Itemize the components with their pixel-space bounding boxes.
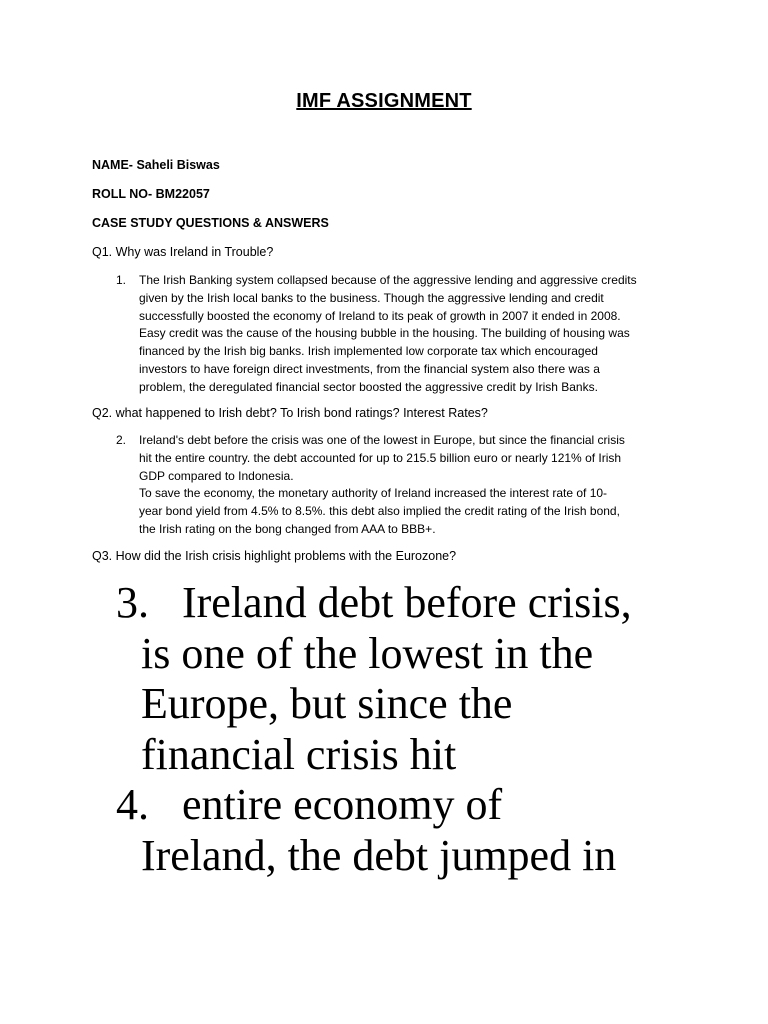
- answer-line: Easy credit was the cause of the housing bubble in the housing. The building of housing was: [139, 326, 630, 341]
- answer-2-text: [139, 432, 676, 539]
- answer-line: financed by the Irish big banks. Irish implemented low corporate tax which encouraged: [139, 344, 598, 359]
- answer-1: [116, 272, 676, 397]
- answer-line: successfully boosted the economy of Ireland to its peak of growth in 2007 it ended in 2008.: [139, 308, 621, 323]
- large-answer-3-number: 3.: [116, 578, 149, 627]
- large-answer-line: entire economy of: [182, 780, 503, 829]
- large-answer-4-number: 4.: [116, 780, 149, 829]
- large-answer-line: Ireland debt before crisis,: [182, 578, 632, 627]
- large-answer-4: [116, 780, 676, 881]
- answer-line: problem, the deregulated financial sector boosted the aggressive credit by Irish Banks.: [139, 379, 598, 394]
- large-answer-line: is one of the lowest in the: [141, 628, 594, 678]
- roll-number: ROLL NO- BM22057: [92, 187, 210, 201]
- answer-line: given by the Irish local banks to the business. Though the aggressive lending and credit: [139, 290, 604, 305]
- answer-line: the Irish rating on the bong changed from AAA to BBB+.: [139, 521, 436, 536]
- answer-line: hit the entire country. the debt accounted for up to 215.5 billion euro or nearly 121% of Irish: [139, 450, 622, 465]
- answer-line: To save the economy, the monetary authority of Ireland increased the interest rate of 10-: [139, 486, 608, 501]
- page-title: IMF ASSIGNMENT: [296, 90, 472, 112]
- answer-line: GDP compared to Indonesia.: [139, 468, 294, 483]
- section-heading: CASE STUDY QUESTIONS & ANSWERS: [92, 216, 329, 230]
- question-2: Q2. what happened to Irish debt? To Irish bond ratings? Interest Rates?: [92, 406, 488, 420]
- answer-line: year bond yield from 4.5% to 8.5%. this debt also implied the credit rating of the Irish bond,: [139, 504, 620, 519]
- answer-1-text: [139, 272, 676, 397]
- large-answer-line: Ireland, the debt jumped in: [141, 830, 617, 880]
- question-1: Q1. Why was Ireland in Trouble?: [92, 245, 274, 259]
- student-name: NAME- Saheli Biswas: [92, 158, 220, 172]
- answer-line: investors to have foreign direct investments, from the financial system also there was a: [139, 361, 600, 376]
- large-answer-line: financial crisis hit: [141, 729, 457, 779]
- answer-2: [116, 432, 676, 539]
- large-answer-3: [116, 578, 676, 780]
- question-3: Q3. How did the Irish crisis highlight problems with the Eurozone?: [92, 549, 457, 563]
- large-answer-line: Europe, but since the: [141, 679, 513, 728]
- answer-line: Ireland's debt before the crisis was one of the lowest in Europe, but since the financial crisis: [139, 433, 625, 447]
- large-answer-list: [116, 578, 676, 881]
- answer-1-number: 1.: [116, 273, 127, 287]
- answer-2-number: 2.: [116, 433, 127, 447]
- answer-line: The Irish Banking system collapsed because of the aggressive lending and aggressive credits: [139, 273, 637, 287]
